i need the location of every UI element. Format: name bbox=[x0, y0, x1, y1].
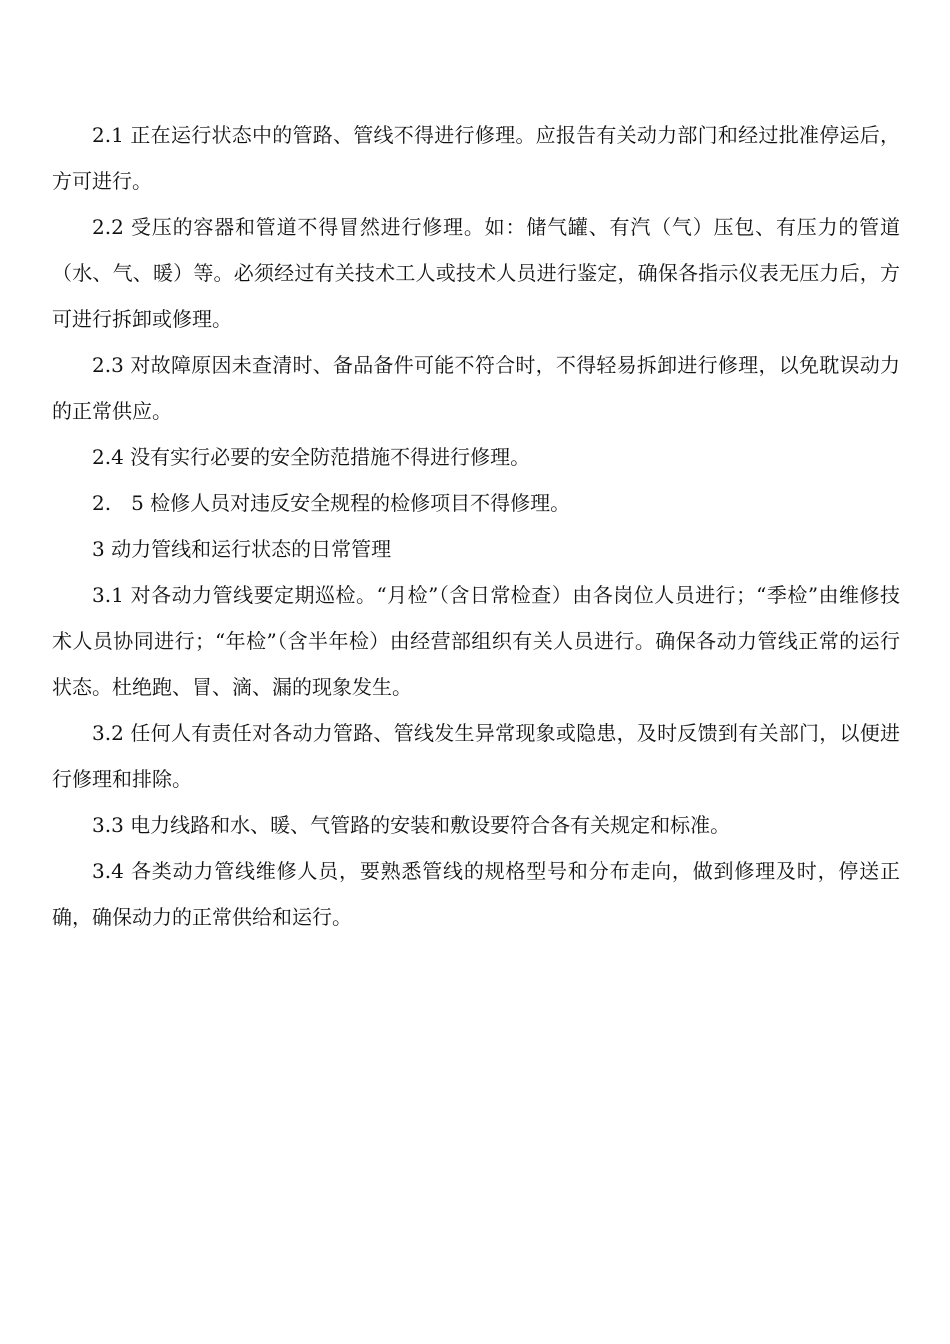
paragraph-3-1: 3.1 对各动力管线要定期巡检。“月检”（含日常检查）由各岗位人员进行；“季检”由维修技术人员协同进行；“年检”（含半年检）由经营部组织有关人员进行。确保各动力管线正常的运行状态。杜绝跑、冒、滴、漏的现象发生。 bbox=[52, 583, 900, 699]
section-heading-3: 3 动力管线和运行状态的日常管理 bbox=[92, 537, 392, 561]
paragraph-3-2: 3.2 任何人有责任对各动力管路、管线发生异常现象或隐患，及时反馈到有关部门，以便进行修理和排除。 bbox=[52, 721, 900, 791]
paragraph-2-3: 2.3 对故障原因未查清时、备品备件可能不符合时，不得轻易拆卸进行修理，以免耽误动力的正常供应。 bbox=[52, 353, 900, 423]
paragraph-2-1: 2.1 正在运行状态中的管路、管线不得进行修理。应报告有关动力部门和经过批准停运后，方可进行。 bbox=[52, 123, 900, 193]
paragraph-3-3: 3.3 电力线路和水、暖、气管路的安装和敷设要符合各有关规定和标准。 bbox=[92, 813, 731, 837]
paragraph-2-5: 2. 5 检修人员对违反安全规程的检修项目不得修理。 bbox=[92, 491, 571, 515]
paragraph-2-2: 2.2 受压的容器和管道不得冒然进行修理。如：储气罐、有汽（气）压包、有压力的管道（水、气、暖）等。必须经过有关技术工人或技术人员进行鉴定，确保各指示仪表无压力后，方可进行拆卸或修理。 bbox=[52, 215, 900, 331]
paragraph-3-4: 3.4 各类动力管线维修人员，要熟悉管线的规格型号和分布走向，做到修理及时，停送正确，确保动力的正常供给和运行。 bbox=[52, 859, 900, 929]
paragraph-2-4: 2.4 没有实行必要的安全防范措施不得进行修理。 bbox=[92, 445, 531, 469]
document-body bbox=[52, 112, 900, 940]
